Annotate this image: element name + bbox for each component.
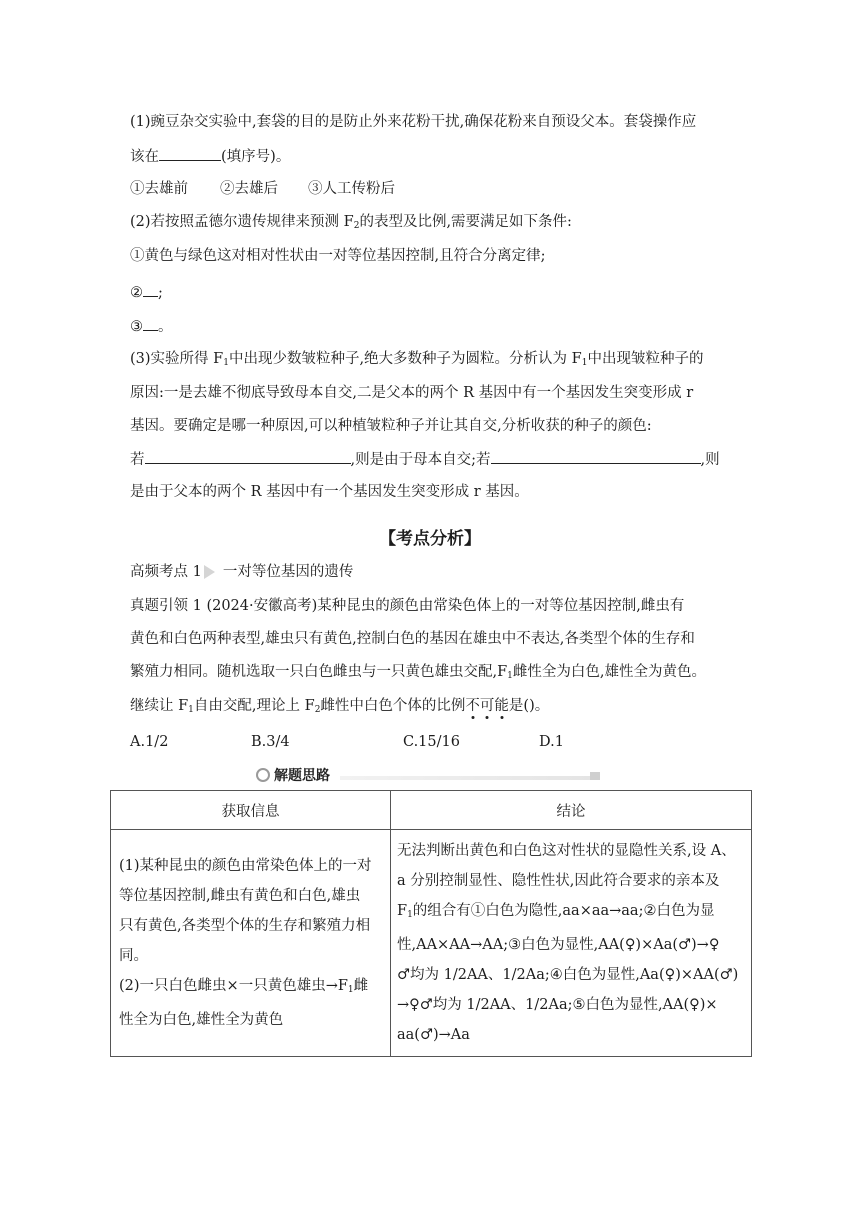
option-c[interactable]: C.15/16	[403, 734, 460, 750]
question-line-2: 黄色和白色两种表型,雄虫只有黄色,控制白色的基因在雄虫中不表达,各类型个体的生存和	[130, 631, 695, 647]
solution-badge-label: 解题思路	[274, 768, 330, 784]
q3-line-2: 原因:一是去雄不彻底导致母本自交,二是父本的两个 R 基因中有一个基因发生突变形成 r	[130, 385, 694, 401]
question-line-4: 继续让 $F_1$自由交配,理论上 $F_2$雌性中白色个体的比例不可能是()。	[130, 698, 550, 715]
topic-title: 一对等位基因的遗传	[222, 564, 354, 580]
option-b[interactable]: B.3/4	[251, 734, 290, 750]
q1-line-1: (1)豌豆杂交实验中,套袋的目的是防止外来花粉干扰,确保花粉来自预设父本。套袋操作应	[130, 114, 697, 130]
q2-condition-2: ② ;	[130, 282, 163, 303]
table-header-info: 获取信息	[111, 791, 391, 830]
q1-options: ①去雄前 ②去雄后 ③人工传粉后	[130, 181, 395, 197]
q3-line-4: 若 ,则是由于母本自交;若 ,则	[130, 449, 720, 470]
q2-line-1: (2)若按照孟德尔遗传规律来预测 $F_2$的表型及比例,需要满足如下条件:	[130, 214, 572, 231]
topic-label: 高频考点 1	[130, 564, 202, 580]
q1-line-2: 该在 (填序号)。	[130, 146, 290, 167]
question-line-3: 繁殖力相同。随机选取一只白色雌虫与一只黄色雄虫交配$,F_1$雌性全为白色,雄性全为黄色。	[130, 664, 707, 681]
q2-condition-3: ③ 。	[130, 316, 173, 337]
table-header-conclusion: 结论	[391, 791, 752, 830]
conclusion-cell: 无法判断出黄色和白色这对性状的显隐性关系,设 A、 a 分别控制显性、隐性性状,因此符合要求的亲本及 $F_1$的组合有①白色为隐性,aa×aa→aa;②白色为显 性,AA×AA→AA;③白色为显性,AA(♀)×Aa(♂)→♀ ♂均为 1/2AA、1/2Aa;④白色为显性,Aa(♀)×AA(♂) →♀♂均为 1/2AA、1/2Aa;⑤白色为显性,AA(♀)× aa(♂)→Aa	[391, 830, 752, 1057]
answer-blank-1[interactable]	[159, 146, 221, 161]
section-title: 【考点分析】	[379, 529, 481, 549]
q3-line-1: (3)实验所得 $F_1$中出现少数皱粒种子,绝大多数种子为圆粒。分析认为 $F_1$中出现皱粒种子的	[130, 351, 704, 368]
info-cell: (1)某种昆虫的颜色由常染色体上的一对 等位基因控制,雌虫有黄色和白色,雄虫 只有黄色,各类型个体的生存和繁殖力相 同。 (2)一只白色雌虫×一只黄色雄虫$\to F_1$雌 性全为白色,雄性全为黄色	[111, 830, 391, 1057]
badge-divider-end	[590, 772, 600, 780]
option-d[interactable]: D.1	[539, 734, 564, 750]
analysis-table	[110, 790, 752, 1057]
arrow-icon	[204, 565, 215, 579]
option-a[interactable]: A.1/2	[130, 734, 169, 750]
badge-divider	[340, 776, 595, 780]
lightbulb-icon	[256, 768, 270, 782]
solution-badge	[256, 764, 330, 786]
answer-blank-5[interactable]	[491, 449, 701, 464]
q2-condition-1: ①黄色与绿色这对相对性状由一对等位基因控制,且符合分离定律;	[130, 248, 546, 264]
question-line-1: 真题引领 1 (2024·安徽高考)某种昆虫的颜色由常染色体上的一对等位基因控制,雌虫有	[130, 598, 685, 614]
answer-blank-4[interactable]	[145, 449, 351, 464]
q3-line-3: 基因。要确定是哪一种原因,可以种植皱粒种子并让其自交,分析收获的种子的颜色:	[130, 418, 652, 434]
table-header-row	[111, 791, 752, 830]
topic-line	[130, 562, 353, 582]
q3-line-5: 是由于父本的两个 R 基因中有一个基因发生突变形成 r 基因。	[130, 484, 529, 500]
answer-blank-2[interactable]	[143, 282, 158, 297]
answer-blank-3[interactable]	[143, 316, 158, 331]
table-row	[111, 830, 752, 1057]
